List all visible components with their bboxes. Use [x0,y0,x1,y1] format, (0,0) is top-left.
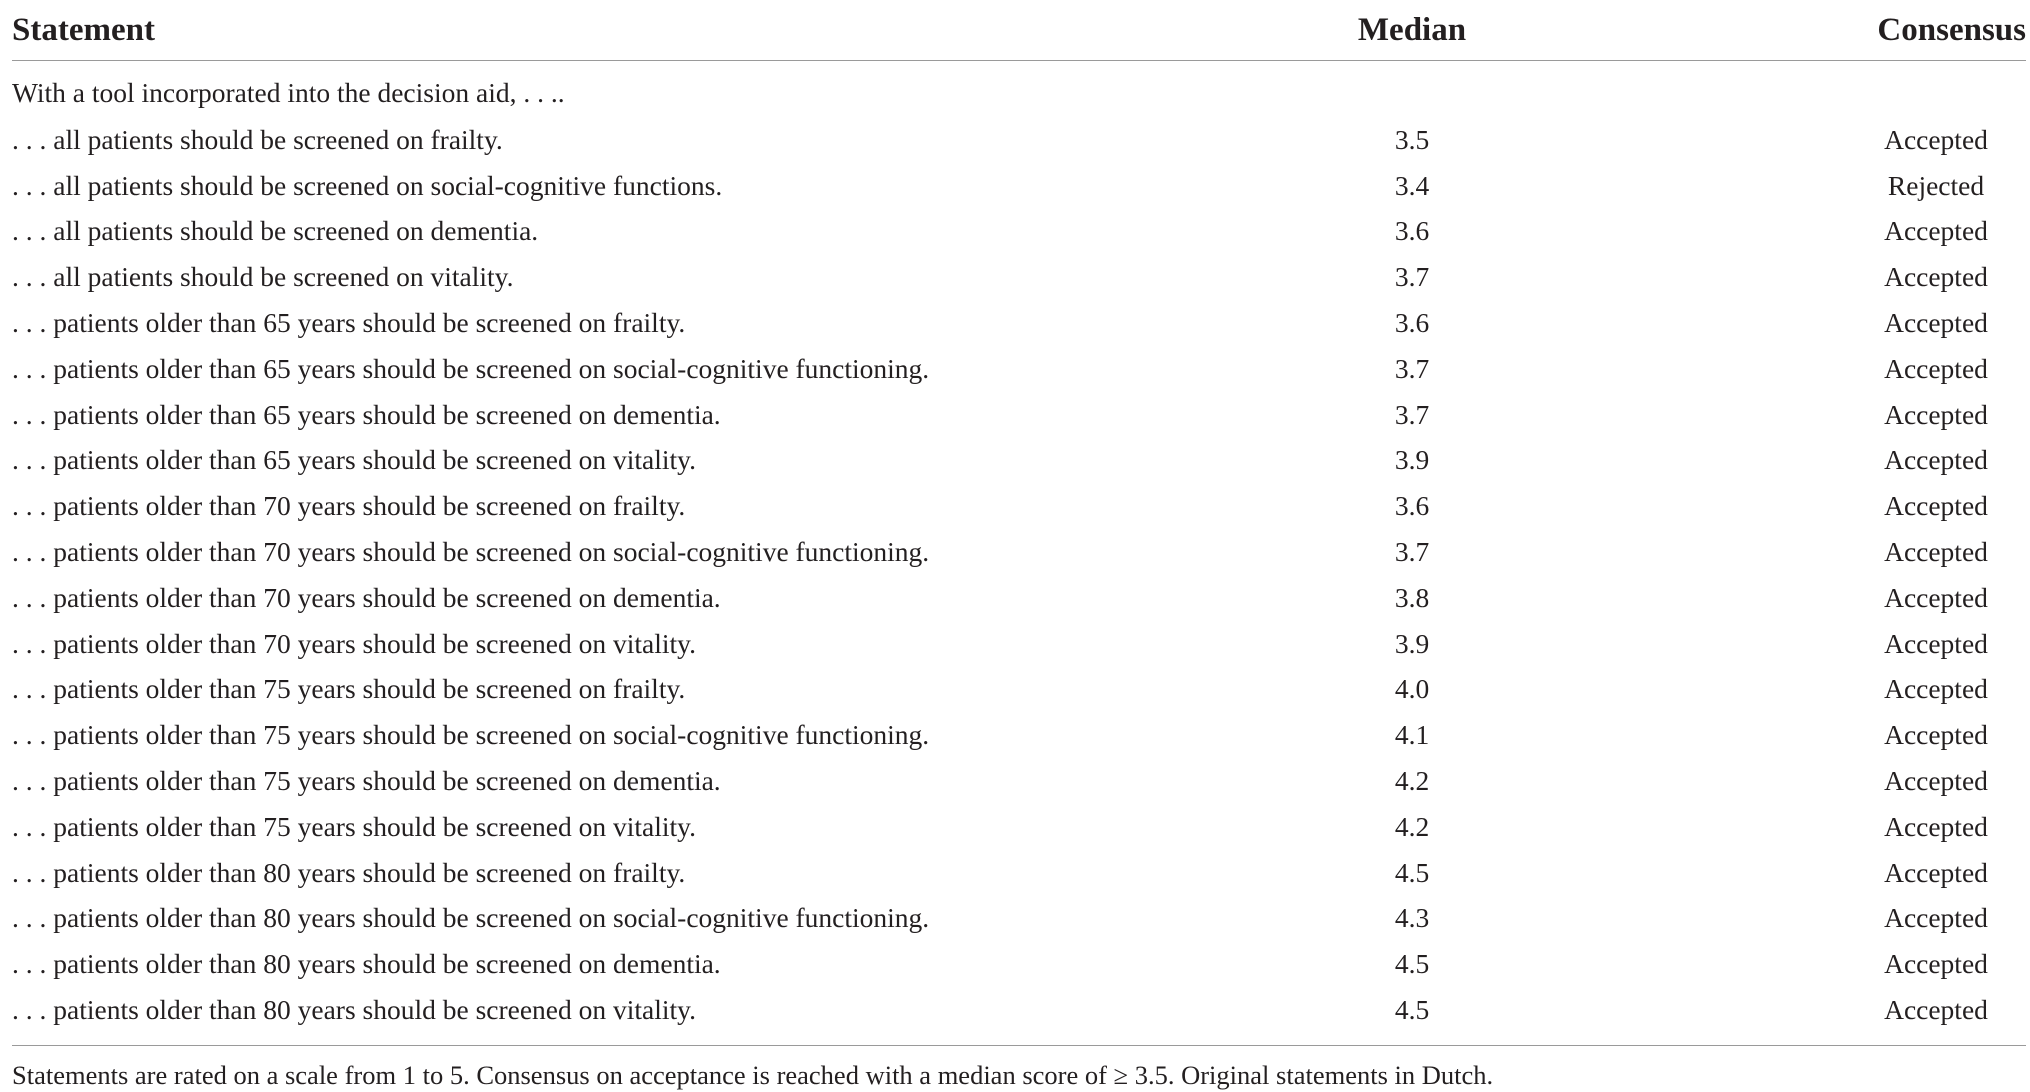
header-statement: Statement [12,0,1212,61]
median-cell: 4.5 [1394,856,1430,888]
table-row [12,392,2026,438]
consensus-value: Accepted [1884,490,1988,522]
table-row [12,804,2026,850]
table-row [12,575,2026,621]
table-row [12,529,2026,575]
statement-cell: . . . patients older than 75 years should be screened on social-cognitive functioning. [12,719,930,751]
statement-cell: . . . patients older than 65 years should be screened on vitality. [12,444,697,476]
consensus-value: Accepted [1884,719,1988,751]
consensus-cell [1612,346,2026,392]
consensus-value: Accepted [1884,902,1988,934]
median-cell: 4.5 [1394,948,1430,980]
consensus-cell [1612,392,2026,438]
median-cell: 3.7 [1394,352,1430,384]
table-row [12,758,2026,804]
median-cell: 3.7 [1394,536,1430,568]
consensus-cell [1612,941,2026,987]
table-row [12,850,2026,896]
consensus-cell [1612,712,2026,758]
consensus-cell [1612,529,2026,575]
statement-cell: . . . patients older than 80 years should be screened on frailty. [12,856,686,888]
statement-cell: . . . patients older than 75 years should be screened on dementia. [12,765,721,797]
statement-cell: . . . all patients should be screened on dementia. [12,215,539,247]
consensus-value: Accepted [1884,994,1988,1026]
table-row [12,117,2026,163]
median-cell: 4.5 [1394,994,1430,1026]
intro-empty-consensus [1612,61,2026,118]
consensus-cell [1612,117,2026,163]
table-header [12,0,2026,61]
consensus-cell [1612,163,2026,209]
median-cell: 4.0 [1394,673,1430,705]
statement-cell: . . . patients older than 75 years should be screened on frailty. [12,673,686,705]
consensus-value: Accepted [1884,215,1988,247]
median-cell: 3.6 [1394,490,1430,522]
consensus-value: Accepted [1884,307,1988,339]
statement-cell: . . . patients older than 70 years should be screened on vitality. [12,627,697,659]
consensus-value: Accepted [1884,627,1988,659]
table-row [12,163,2026,209]
table-row [12,209,2026,255]
consensus-value: Accepted [1884,398,1988,430]
consensus-cell [1612,758,2026,804]
consensus-value: Accepted [1884,581,1988,613]
table-row [12,254,2026,300]
median-cell: 4.3 [1394,902,1430,934]
median-cell: 4.1 [1394,719,1430,751]
intro-empty-median [1212,61,1612,118]
consensus-value: Accepted [1884,856,1988,888]
median-cell: 3.6 [1394,215,1430,247]
consensus-cell [1612,987,2026,1033]
table-row [12,346,2026,392]
consensus-cell [1612,438,2026,484]
median-cell: 3.4 [1394,169,1430,201]
median-cell: 4.2 [1394,765,1430,797]
median-cell: 3.7 [1394,261,1430,293]
consensus-value: Accepted [1884,444,1988,476]
table-row [12,438,2026,484]
consensus-value: Accepted [1884,352,1988,384]
table-body [12,61,2026,1033]
consensus-cell [1612,667,2026,713]
consensus-cell [1612,575,2026,621]
header-row [12,0,2026,61]
statements-table [12,0,2026,1033]
table-footnote: Statements are rated on a scale from 1 to 5. Consensus on acceptance is reached with a median score of ≥ 3.5. Original statements in Dutch. [12,1059,1494,1090]
statement-cell: . . . patients older than 70 years should be screened on social-cognitive functioning. [12,536,930,568]
statement-cell: . . . patients older than 80 years should be screened on dementia. [12,948,721,980]
header-consensus: Consensus [1612,0,2026,61]
consensus-value: Accepted [1884,536,1988,568]
statement-cell: . . . all patients should be screened on social-cognitive functions. [12,169,723,201]
header-median: Median [1212,0,1612,61]
consensus-cell [1612,483,2026,529]
table-row [12,896,2026,942]
intro-text: With a tool incorporated into the decision aid, . . .. [12,77,565,108]
table-row [12,621,2026,667]
consensus-cell [1612,621,2026,667]
consensus-cell [1612,254,2026,300]
statement-cell: . . . patients older than 80 years should be screened on social-cognitive functioning. [12,902,930,934]
statement-cell: . . . all patients should be screened on vitality. [12,261,514,293]
median-cell: 3.6 [1394,307,1430,339]
consensus-value: Accepted [1884,123,1988,155]
consensus-value: Rejected [1887,169,1985,201]
median-cell: 3.8 [1394,581,1430,613]
consensus-cell [1612,850,2026,896]
statement-cell: . . . patients older than 65 years should be screened on social-cognitive functioning. [12,352,930,384]
statement-cell: . . . patients older than 65 years should be screened on dementia. [12,398,721,430]
median-cell: 3.9 [1394,444,1430,476]
median-cell: 3.5 [1394,123,1430,155]
table-row [12,941,2026,987]
median-cell: 4.2 [1394,810,1430,842]
statements-table-container [12,0,2026,1091]
consensus-value: Accepted [1884,673,1988,705]
table-row [12,667,2026,713]
statement-cell: . . . patients older than 70 years should be screened on frailty. [12,490,686,522]
consensus-cell [1612,804,2026,850]
statement-cell: . . . patients older than 70 years should be screened on dementia. [12,581,721,613]
median-cell: 3.7 [1394,398,1430,430]
table-row [12,300,2026,346]
consensus-value: Accepted [1884,765,1988,797]
statement-cell: . . . patients older than 65 years should be screened on frailty. [12,307,686,339]
consensus-value: Accepted [1884,948,1988,980]
statement-cell: . . . patients older than 80 years should be screened on vitality. [12,994,697,1026]
consensus-cell [1612,896,2026,942]
table-row [12,987,2026,1033]
consensus-cell [1612,209,2026,255]
consensus-value: Accepted [1884,261,1988,293]
intro-row [12,61,2026,118]
table-row [12,712,2026,758]
consensus-value: Accepted [1884,810,1988,842]
consensus-cell [1612,300,2026,346]
statement-cell: . . . patients older than 75 years should be screened on vitality. [12,810,697,842]
statement-cell: . . . all patients should be screened on frailty. [12,123,503,155]
table-row [12,483,2026,529]
median-cell: 3.9 [1394,627,1430,659]
